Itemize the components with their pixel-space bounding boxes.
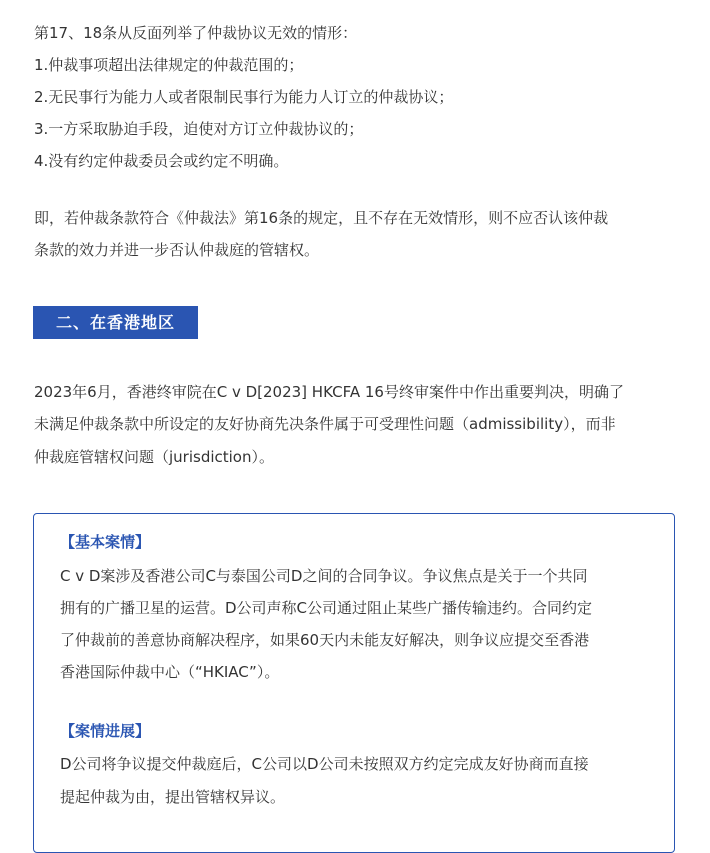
- section-header: 二、在香港地区: [33, 306, 198, 339]
- intro-item-1: 1.仲裁事项超出法律规定的仲裁范围的；: [34, 56, 304, 74]
- intro-item-2: 2.无民事行为能力人或者限制民事行为能力人订立的仲裁协议；: [34, 88, 454, 106]
- intro-item-4: 4.没有约定仲裁委员会或约定不明确。: [34, 152, 289, 170]
- paragraph-line-3: 仲裁庭管辖权问题（jurisdiction）。: [34, 448, 274, 466]
- paragraph-line-2: 未满足仲裁条款中所设定的友好协商先决条件属于可受理性问题（admissibility），而非: [34, 415, 616, 433]
- basic-case-title: 【基本案情】: [60, 533, 151, 551]
- intro-item-3: 3.一方采取胁迫手段，迫使对方订立仲裁协议的；: [34, 120, 364, 138]
- progress-line-1: D公司将争议提交仲裁庭后，C公司以D公司未按照双方约定完成友好协商而直接: [60, 755, 589, 773]
- paragraph-line-1: 2023年6月，香港终审院在C v D[2023] HKCFA 16号终审案件中作出重要判决，明确了: [34, 383, 624, 401]
- conclusion-line-2: 条款的效力并进一步否认仲裁庭的管辖权。: [34, 241, 320, 259]
- basic-case-line-1: C v D案涉及香港公司C与泰国公司D之间的合同争议。争议焦点是关于一个共同: [60, 567, 588, 585]
- progress-line-2: 提起仲裁为由，提出管辖权异议。: [60, 788, 286, 806]
- basic-case-line-3: 了仲裁前的善意协商解决程序，如果60天内未能友好解决，则争议应提交至香港: [60, 631, 590, 649]
- intro-heading: 第17、18条从反面列举了仲裁协议无效的情形：: [34, 24, 358, 42]
- basic-case-line-2: 拥有的广播卫星的运营。D公司声称C公司通过阻止某些广播传输违约。合同约定: [60, 599, 593, 617]
- basic-case-line-4: 香港国际仲裁中心（“HKIAC”）。: [60, 663, 280, 681]
- progress-title: 【案情进展】: [60, 722, 151, 740]
- conclusion-line-1: 即，若仲裁条款符合《仲裁法》第16条的规定，且不存在无效情形，则不应否认该仲裁: [34, 209, 609, 227]
